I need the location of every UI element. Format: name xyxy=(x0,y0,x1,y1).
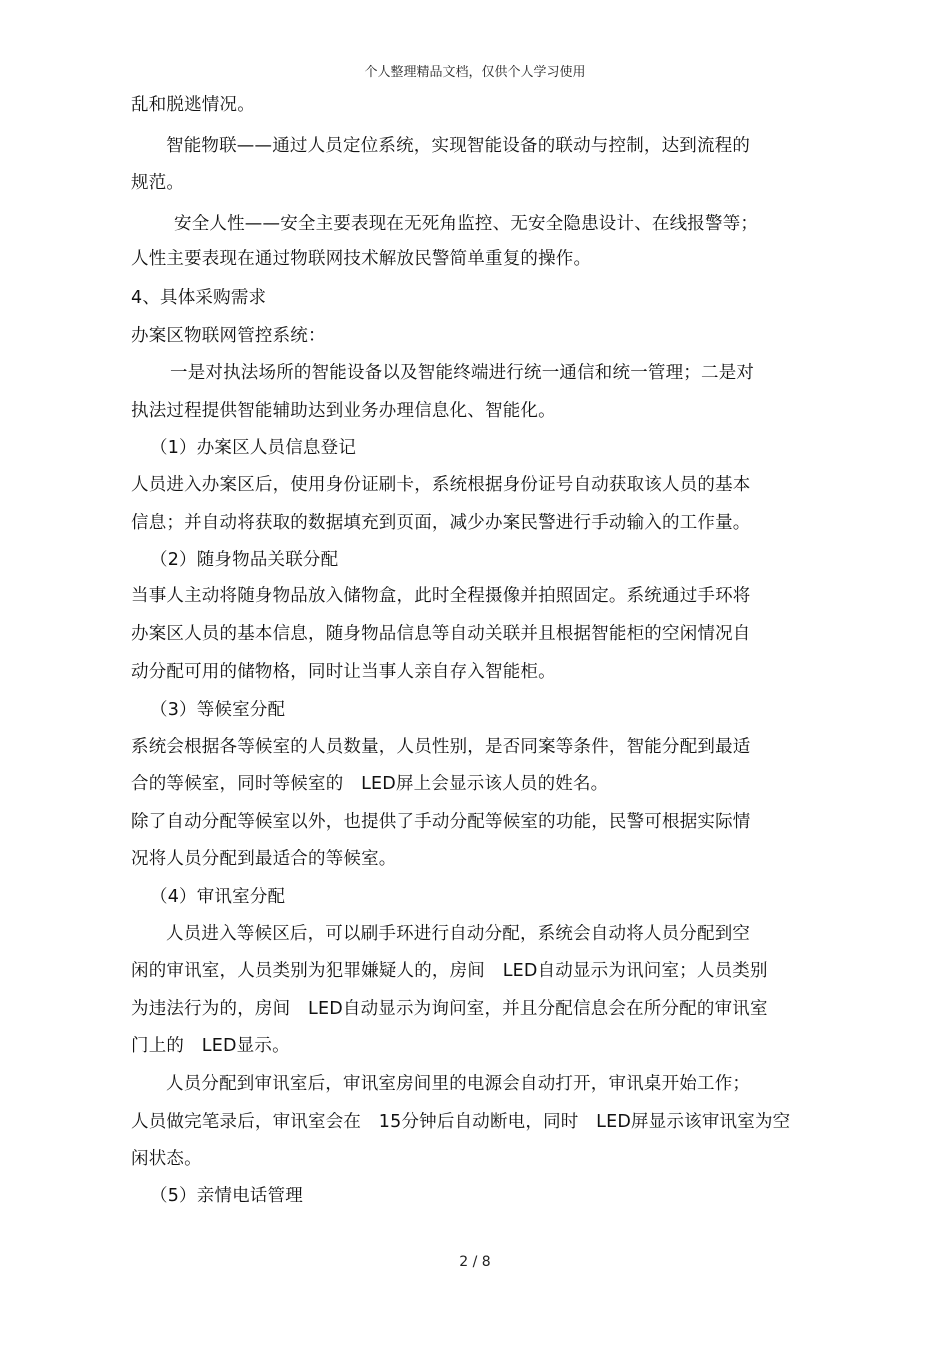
text-line: 除了自动分配等候室以外，也提供了手动分配等候室的功能，民警可根据实际情 xyxy=(131,812,751,832)
page-header: 个人整理精品文档，仅供个人学习使用 xyxy=(364,65,586,80)
text-line: 人员做完笔录后，审讯室会在 15分钟后自动断电，同时 LED屏显示该审讯室为空 xyxy=(131,1112,791,1132)
text-line: 门上的 LED显示。 xyxy=(131,1036,290,1056)
text-line: 人员进入办案区后，使用身份证刷卡，系统根据身份证号自动获取该人员的基本 xyxy=(131,475,751,495)
text-line: 乱和脱逃情况。 xyxy=(131,95,255,115)
text-line: 动分配可用的储物格，同时让当事人亲自存入智能柜。 xyxy=(131,662,556,682)
text-line: 闲的审讯室，人员类别为犯罪嫌疑人的，房间 LED自动显示为讯问室；人员类别 xyxy=(131,961,768,981)
text-line: 闲状态。 xyxy=(131,1149,202,1169)
section-heading: 4、具体采购需求 xyxy=(131,288,267,308)
text-line: 安全人性——安全主要表现在无死角监控、无安全隐患设计、在线报警等； xyxy=(174,214,759,234)
text-line: 人性主要表现在通过物联网技术解放民警简单重复的操作。 xyxy=(131,249,592,269)
text-line: 智能物联——通过人员定位系统，实现智能设备的联动与控制，达到流程的 xyxy=(166,136,751,156)
subsection-heading: （5）亲情电话管理 xyxy=(150,1186,303,1206)
subsection-heading: （1）办案区人员信息登记 xyxy=(150,438,357,458)
subsection-heading: （3）等候室分配 xyxy=(150,700,286,720)
text-line: 系统会根据各等候室的人员数量，人员性别，是否同案等条件，智能分配到最适 xyxy=(131,737,751,757)
text-line: 执法过程提供智能辅助达到业务办理信息化、智能化。 xyxy=(131,401,556,421)
text-line: 为违法行为的，房间 LED自动显示为询问室，并且分配信息会在所分配的审讯室 xyxy=(131,999,768,1019)
page-number: 2 / 8 xyxy=(459,1254,491,1270)
text-line: 信息；并自动将获取的数据填充到页面，减少办案民警进行手动输入的工作量。 xyxy=(131,513,751,533)
text-line: 一是对执法场所的智能设备以及智能终端进行统一通信和统一管理；二是对 xyxy=(170,363,755,383)
text-line: 人员分配到审讯室后，审讯室房间里的电源会自动打开，审讯桌开始工作； xyxy=(166,1074,751,1094)
text-line: 办案区人员的基本信息，随身物品信息等自动关联并且根据智能柜的空闲情况自 xyxy=(131,624,751,644)
text-line: 办案区物联网管控系统： xyxy=(131,326,326,346)
text-line: 合的等候室，同时等候室的 LED屏上会显示该人员的姓名。 xyxy=(131,774,609,794)
text-line: 人员进入等候区后，可以刷手环进行自动分配，系统会自动将人员分配到空 xyxy=(166,924,751,944)
text-line: 况将人员分配到最适合的等候室。 xyxy=(131,849,397,869)
subsection-heading: （4）审讯室分配 xyxy=(150,887,286,907)
text-line: 规范。 xyxy=(131,173,185,193)
subsection-heading: （2）随身物品关联分配 xyxy=(150,550,339,570)
text-line: 当事人主动将随身物品放入储物盒，此时全程摄像并拍照固定。系统通过手环将 xyxy=(131,586,751,606)
